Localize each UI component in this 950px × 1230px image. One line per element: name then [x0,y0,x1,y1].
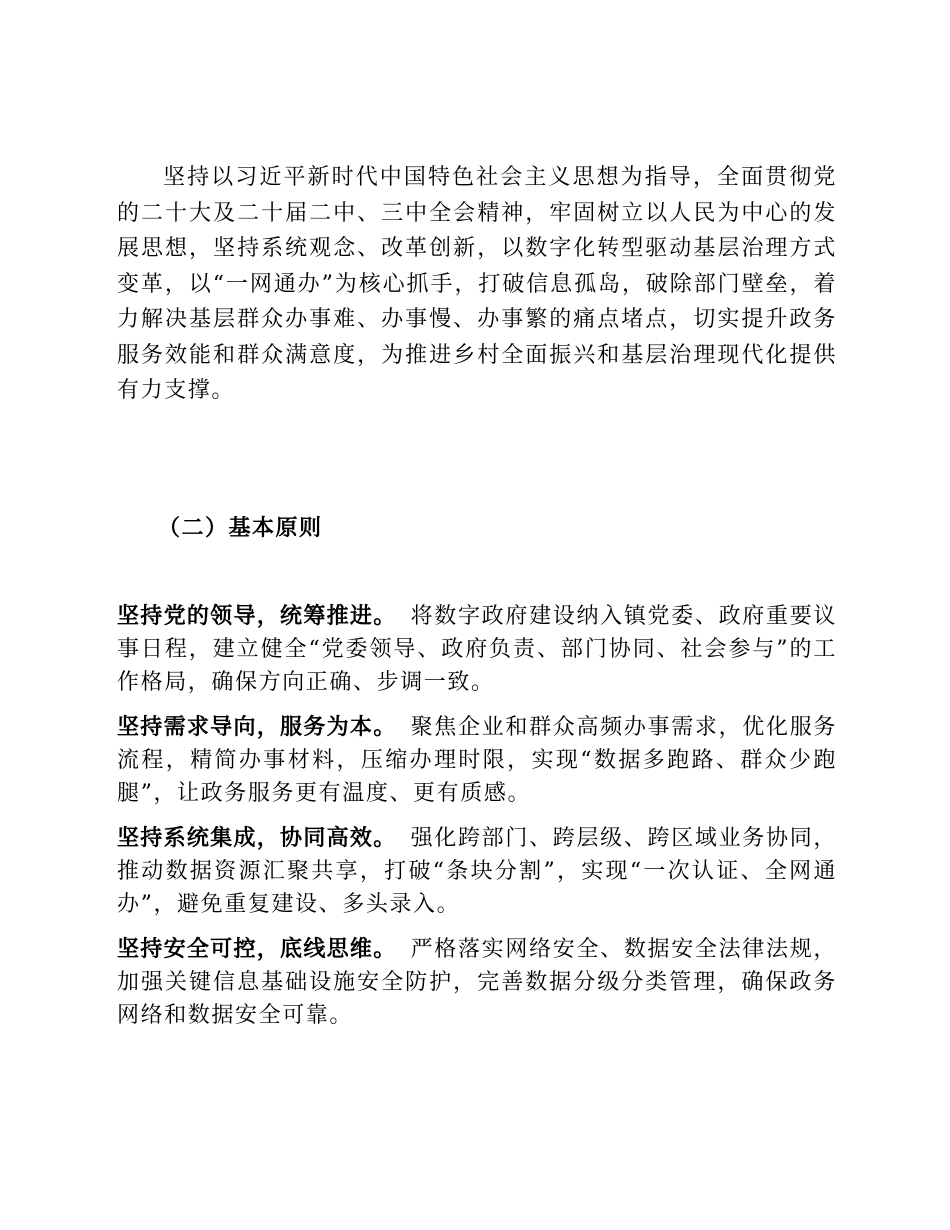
principle-title: 坚持需求导向，服务为本。 [117,714,397,740]
principle-item [117,822,837,921]
principle-body: 强化跨部门、跨层级、跨区域业务协同，推动数据资源汇聚共享，打破“条块分割”，实现“一次认证、全网通办”，避免重复建设、多头录入。 [117,826,837,917]
principle-title: 坚持党的领导，统筹推进。 [117,603,397,629]
principles-list [117,600,837,1044]
principle-item [117,711,837,810]
principle-title: 坚持系统集成，协同高效。 [117,825,397,851]
principle-item [117,600,837,699]
principle-item [117,933,837,1032]
principle-body: 聚焦企业和群众高频办事需求，优化服务流程，精简办事材料，压缩办理时限，实现“数据多跑路、群众少跑腿”，让政务服务更有温度、更有质感。 [117,715,837,806]
section-heading-basic-principles: （二）基本原则 [158,515,323,541]
principle-body: 将数字政府建设纳入镇党委、政府重要议事日程，建立健全“党委领导、政府负责、部门协同、社会参与”的工作格局，确保方向正确、步调一致。 [117,604,837,695]
guiding-ideology-paragraph: 坚持以习近平新时代中国特色社会主义思想为指导，全面贯彻党的二十大及二十届二中、三中全会精神，牢固树立以人民为中心的发展思想，坚持系统观念、改革创新，以数字化转型驱动基层治理方式变革，以“一网通办”为核心抓手，打破信息孤岛，破除部门壁垒，着力解决基层群众办事难、办事慢、办事繁的痛点堵点，切实提升政务服务效能和群众满意度，为推进乡村全面振兴和基层治理现代化提供有力支撑。 [117,165,837,403]
principle-title: 坚持安全可控，底线思维。 [117,936,397,962]
principle-body: 严格落实网络安全、数据安全法律法规，加强关键信息基础设施安全防护，完善数据分级分类管理，确保政务网络和数据安全可靠。 [117,937,837,1028]
